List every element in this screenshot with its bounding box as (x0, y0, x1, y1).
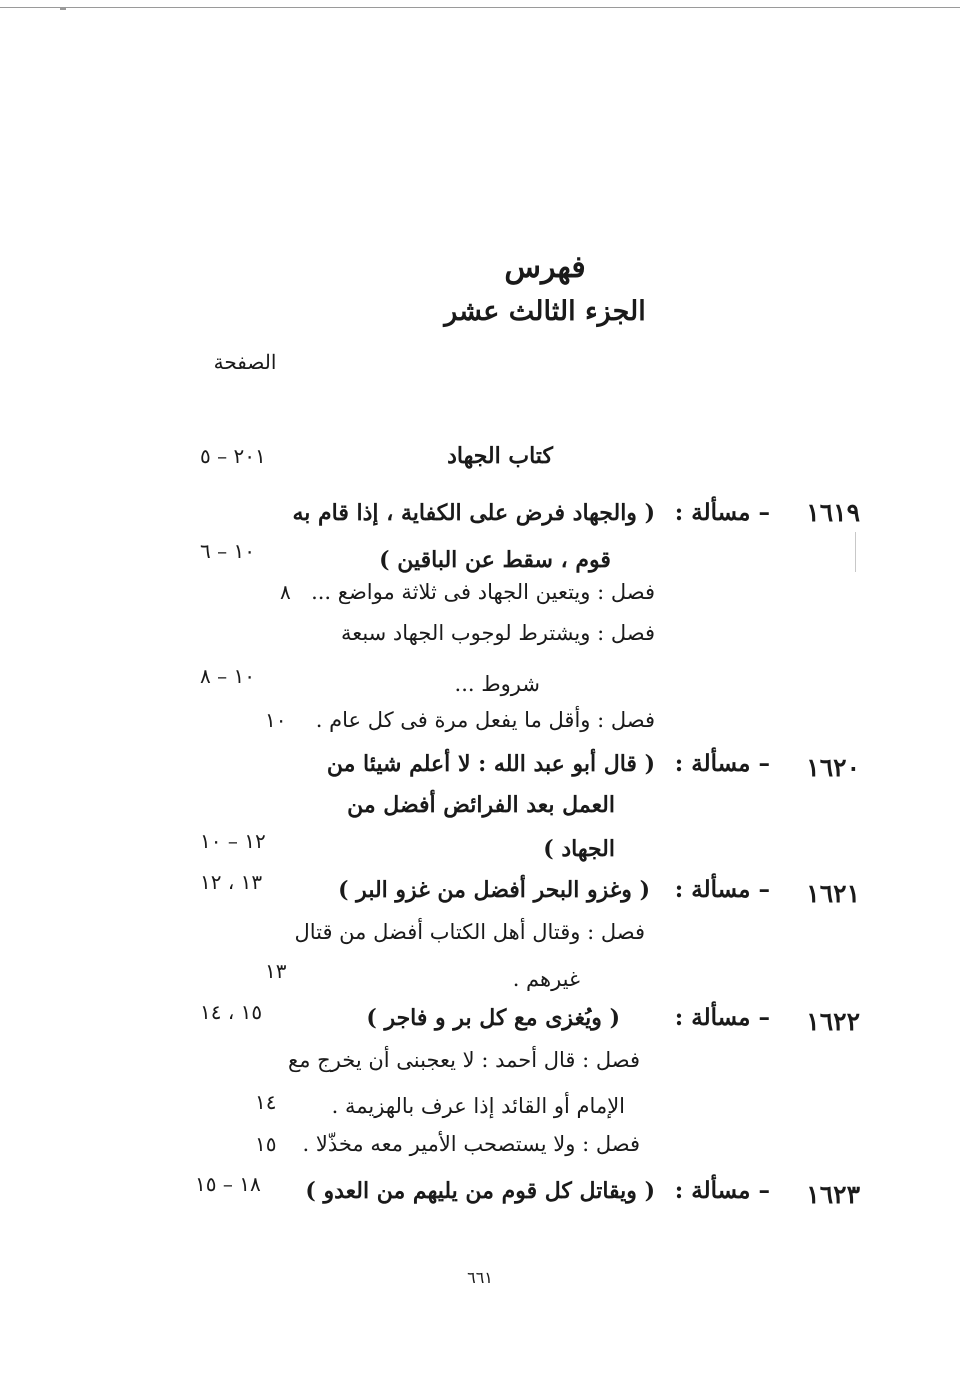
page-number: ١٥ (255, 1132, 277, 1156)
entry-text: ( والجهاد فرض على الكفاية ، إذا قام به (292, 500, 655, 526)
entry-text: فصل : قال أحمد : لا يعجبنى أن يخرج مع (288, 1048, 640, 1072)
toc-entry (0, 1124, 960, 1164)
entry-text: شروط ... (454, 672, 540, 696)
entry-text: ( ويُغزى مع كل بر و فاجر ) (366, 1005, 620, 1031)
entry-number: ١٦٢٢ (806, 1007, 860, 1036)
page-range: ٢٠١ – ٥ (200, 444, 266, 468)
toc-entry (0, 700, 960, 740)
toc-entry (0, 1040, 960, 1080)
entry-text: ( قال أبو عبد الله : لا أعلم شيئا من (326, 751, 655, 777)
toc-entry (0, 613, 960, 653)
entry-label: – مسألة : (674, 1004, 770, 1031)
entry-text: فصل : وأقل ما يفعل مرة فى كل عام . (315, 708, 655, 732)
entry-text: ( وغزو البحر أفضل من غزو البر ) (338, 877, 650, 903)
entry-text: العمل بعد الفرائض أفضل من (347, 792, 615, 818)
page-list: ١٥ ، ١٤ (200, 1000, 263, 1024)
page-number: ١٣ (265, 959, 287, 983)
toc-entry (0, 1171, 960, 1211)
entry-text: ( ويقاتل كل قوم من يليهم من العدو ) (305, 1178, 655, 1204)
toc-entry (0, 744, 960, 784)
toc-entry-continuation (0, 951, 960, 991)
toc-entry (0, 912, 960, 952)
entry-text: فصل : ولا يستصحب الأمير معه مخذّلا . (302, 1132, 640, 1156)
entry-text: الجهاد ) (543, 836, 615, 862)
toc-entry-continuation (0, 829, 960, 869)
entry-number: ١٦٢٣ (806, 1180, 860, 1209)
entry-number: ١٦٢٠ (806, 753, 860, 782)
entry-text: الإمام أو القائد إذا عرف بالهزيمة . (331, 1094, 625, 1118)
page-range: ١٨ – ١٥ (195, 1172, 261, 1196)
toc-entry (0, 998, 960, 1038)
toc-entry-continuation (0, 1082, 960, 1122)
entry-label: – مسألة : (674, 750, 770, 777)
page-range: ١٢ – ١٠ (200, 829, 266, 853)
entry-number: ١٦٢١ (806, 879, 860, 908)
toc-entry (0, 870, 960, 910)
entry-text: غيرهم . (512, 967, 580, 991)
entry-text: فصل : ويشترط لوجوب الجهاد سبعة (340, 621, 655, 645)
toc-entry-continuation (0, 527, 960, 573)
entry-text: فصل : وقتال أهل الكتاب أفضل من قتال (294, 920, 645, 944)
toc-entry (0, 572, 960, 612)
entry-label: – مسألة : (674, 499, 770, 526)
page-range: ١٠ – ٦ (200, 539, 255, 563)
top-rule-mark (60, 7, 66, 10)
volume-subtitle: الجزء الثالث عشر (444, 296, 646, 327)
entry-number: ١٦١٩ (806, 498, 860, 527)
top-rule (0, 7, 960, 8)
toc-entry (0, 436, 960, 476)
index-title: فهرس (504, 250, 586, 285)
entry-text: قوم ، سقط عن الباقين ) (379, 547, 611, 573)
entry-label: – مسألة : (674, 1177, 770, 1204)
page-range: ١٠ – ٨ (200, 664, 255, 688)
page-list: ١٣ ، ١٢ (200, 870, 263, 894)
entry-text: فصل : ويتعين الجهاد فى ثلاثة مواضع ... (311, 580, 655, 604)
page-number: ١٠ (265, 708, 287, 732)
toc-entry-continuation (0, 656, 960, 696)
toc-entry-continuation (0, 785, 960, 825)
entry-label: – مسألة : (674, 876, 770, 903)
page-column-label: الصفحة (213, 350, 277, 374)
page-number: ١٤ (255, 1090, 277, 1114)
page-number-footer: ٦٦١ (467, 1268, 493, 1287)
page-number: ٨ (280, 580, 291, 604)
entry-text: كتاب الجهاد (447, 443, 553, 469)
